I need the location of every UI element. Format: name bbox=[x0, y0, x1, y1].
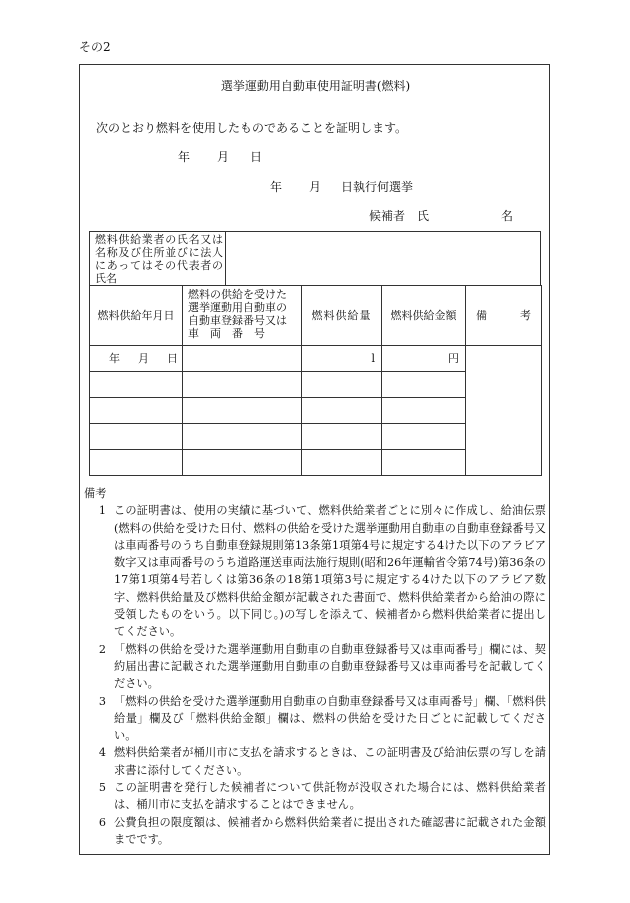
row-date-month: 月 bbox=[138, 352, 149, 365]
row-date-year: 年 bbox=[109, 352, 120, 365]
note-number: 6 bbox=[98, 815, 106, 829]
candidate-label: 候補者 bbox=[369, 209, 406, 223]
supplier-table bbox=[89, 231, 541, 286]
row-vehicle[interactable] bbox=[183, 398, 302, 424]
note-number: 3 bbox=[98, 694, 106, 708]
row-amount[interactable] bbox=[382, 398, 466, 424]
note-item bbox=[84, 744, 546, 779]
supplier-field[interactable] bbox=[226, 232, 541, 286]
issue-date-year: 年 bbox=[178, 150, 191, 164]
notes-list bbox=[84, 502, 546, 848]
row-quantity[interactable] bbox=[302, 398, 382, 424]
header-date: 燃料供給年月日 bbox=[90, 286, 183, 346]
row-amount[interactable] bbox=[382, 372, 466, 398]
row-quantity[interactable] bbox=[302, 450, 382, 476]
note-number: 2 bbox=[98, 642, 106, 656]
candidate-name-label-1: 氏 bbox=[417, 209, 430, 223]
issue-date-day: 日 bbox=[250, 150, 263, 164]
row-date[interactable] bbox=[90, 450, 183, 476]
row-quantity[interactable]: l bbox=[302, 346, 382, 372]
table-header-row bbox=[90, 286, 542, 346]
row-date[interactable] bbox=[90, 372, 183, 398]
note-text: 燃料供給業者が桶川市に支払を請求するときは、この証明書及び給油伝票の写しを請求書に添付してください。 bbox=[114, 746, 546, 777]
note-item bbox=[84, 814, 546, 849]
note-text: 公費負担の限度額は、候補者から燃料供給業者に提出された確認書に記載された金額までです。 bbox=[114, 815, 546, 846]
notes-heading: 備考 bbox=[84, 487, 107, 500]
header-remarks-2: 考 bbox=[520, 309, 531, 322]
header-amount: 燃料供給金額 bbox=[382, 286, 466, 346]
supplier-label: 燃料供給業者の氏名又は名称及び住所並びに法人にあってはその代表者の氏名 bbox=[90, 232, 226, 286]
election-month: 月 bbox=[309, 180, 322, 194]
note-text: 「燃料の供給を受けた選挙運動用自動車の自動車登録番号又は車両番号」欄、「燃料供給量」欄及び「燃料供給金額」欄は、燃料の供給を受けた日ごとに記載してください。 bbox=[114, 694, 546, 743]
row-vehicle[interactable] bbox=[183, 346, 302, 372]
note-number: 4 bbox=[98, 746, 106, 760]
row-amount[interactable] bbox=[382, 424, 466, 450]
row-amount[interactable] bbox=[382, 450, 466, 476]
header-remarks-1: 備 bbox=[476, 309, 487, 322]
row-date-day: 日 bbox=[167, 352, 178, 365]
note-text: この証明書は、使用の実績に基づいて、燃料供給業者ごとに別々に作成し、給油伝票(燃料の供給を受けた日付、燃料の供給を受けた選挙運動用自動車の自動車登録番号又は車両番号のうち自動車登録規則第13条第1項第4号に規定する4けた以下のアラビア数字又は車両番号のうち道路運送車両法施行規則(昭和26年運輸省令第74号)第36条の17第1項第4号若しくは第36条の18第1項第3号に規定する4けた以下のアラビア数字、燃料供給量及び燃料供給金額が記載された書面で、燃料供給業者から給油の際に受領したものをいう。以下同じ。)の写しを添えて、候補者から燃料供給業者に提出してください。 bbox=[114, 504, 546, 639]
header-quantity: 燃料供給量 bbox=[302, 286, 382, 346]
notes-section bbox=[84, 485, 546, 848]
note-text: 「燃料の供給を受けた選挙運動用自動車の自動車登録番号又は車両番号」欄には、契約届出書に記載された選挙運動用自動車の自動車登録番号又は車両番号を記載してください。 bbox=[114, 642, 546, 691]
remarks-cell[interactable] bbox=[466, 346, 542, 476]
row-quantity[interactable] bbox=[302, 424, 382, 450]
election-year: 年 bbox=[270, 180, 283, 194]
note-number: 1 bbox=[98, 504, 106, 518]
row-vehicle[interactable] bbox=[183, 424, 302, 450]
note-item bbox=[84, 502, 546, 640]
note-number: 5 bbox=[98, 781, 106, 795]
candidate-name-label-2: 名 bbox=[501, 209, 514, 223]
row-vehicle[interactable] bbox=[183, 372, 302, 398]
note-text: この証明書を発行した候補者について供託物が没収された場合には、燃料供給業者は、桶川市に支払を請求することはできません。 bbox=[114, 781, 546, 812]
note-item bbox=[84, 779, 546, 814]
row-quantity[interactable] bbox=[302, 372, 382, 398]
header-vehicle bbox=[183, 286, 302, 346]
note-item bbox=[84, 693, 546, 745]
form-number: その2 bbox=[79, 40, 111, 54]
header-remarks bbox=[466, 286, 542, 346]
table-row bbox=[90, 346, 542, 372]
intro-text: 次のとおり燃料を使用したものであることを証明します。 bbox=[96, 121, 408, 135]
row-date[interactable] bbox=[90, 424, 183, 450]
election-name: 日執行何選挙 bbox=[341, 180, 414, 194]
certificate-frame bbox=[79, 64, 550, 855]
row-vehicle[interactable] bbox=[183, 450, 302, 476]
row-date[interactable] bbox=[90, 398, 183, 424]
header-vehicle-text: 燃料の供給を受けた選挙運動用自動車の自動車登録番号又は bbox=[188, 288, 287, 327]
row-date[interactable] bbox=[90, 346, 183, 372]
note-item bbox=[84, 641, 546, 693]
fuel-table bbox=[89, 285, 542, 476]
document-title: 選挙運動用自動車使用証明書(燃料) bbox=[220, 79, 411, 93]
header-vehicle-last: 車 両 番 号 bbox=[188, 327, 265, 340]
issue-date-month: 月 bbox=[217, 150, 230, 164]
row-amount[interactable]: 円 bbox=[382, 346, 466, 372]
